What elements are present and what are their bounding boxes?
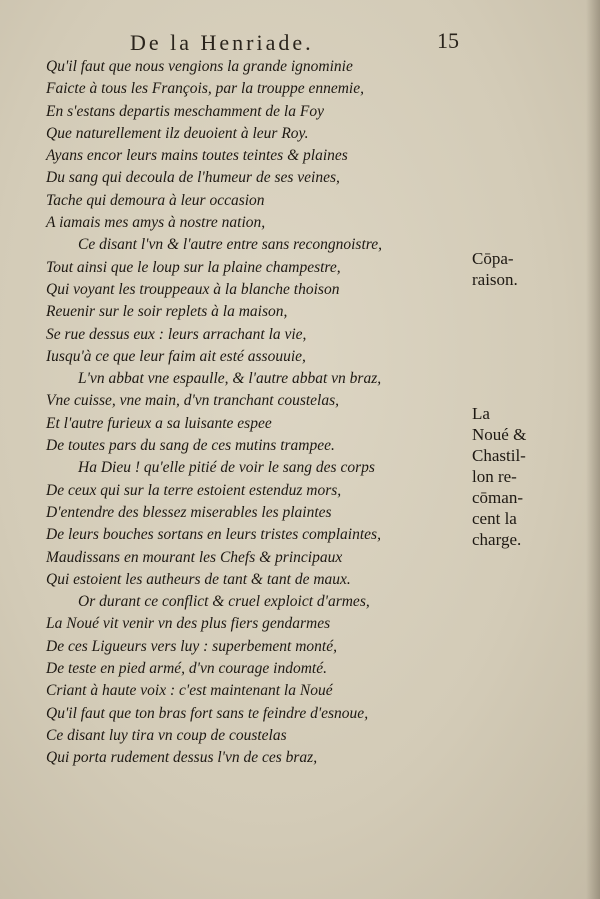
verse-line: Qui porta rudement dessus l'vn de ces braz, xyxy=(46,749,318,767)
verse-line: Tout ainsi que le loup sur la plaine champestre, xyxy=(46,258,341,276)
verse-line: Maudissans en mourant les Chefs & principaux xyxy=(46,548,343,566)
bleed-through-text xyxy=(470,62,590,134)
running-head: De la Henriade. xyxy=(130,30,314,55)
verse-line: Qui voyant les trouppeaux à la blanche thoison xyxy=(46,280,340,298)
verse-line: Qui estoient les autheurs de tant & tant de maux. xyxy=(46,570,351,588)
verse-line: Ce disant l'vn & l'autre entre sans recongnoistre, xyxy=(78,236,382,254)
verse-line: En s'estans departis meschamment de la Foy xyxy=(46,102,324,120)
verse-line: Se rue dessus eux : leurs arrachant la vie, xyxy=(46,325,307,343)
verse-line: A iamais mes amys à nostre nation, xyxy=(46,214,266,232)
margin-note-line: raison. xyxy=(472,270,518,289)
verse-line: Reuenir sur le soir replets à la maison, xyxy=(46,303,288,321)
verse-line: Qu'il faut que ton bras fort sans te feindre d'esnoue, xyxy=(46,704,369,722)
verse-line: De ceux qui sur la terre estoient estenduz mors, xyxy=(46,481,342,499)
verse-line: Qu'il faut que nous vengions la grande ignominie xyxy=(46,58,353,75)
page-edge-shadow xyxy=(586,0,600,899)
page-header xyxy=(0,28,600,56)
verse-line: La Noué vit venir vn des plus fiers gendarmes xyxy=(46,615,331,633)
verse-line: Vne cuisse, vne main, d'vn tranchant coustelas, xyxy=(46,392,340,410)
page-number: 15 xyxy=(437,28,459,53)
verse-line: Iusqu'à ce que leur faim ait esté assouuie, xyxy=(46,347,306,365)
verse-line: Criant à haute voix : c'est maintenant la Noué xyxy=(46,682,333,700)
verse-line: De ces Ligueurs vers luy : superbement monté, xyxy=(46,637,337,655)
verse-line: Ayans encor leurs mains toutes teintes & plaines xyxy=(46,147,348,165)
margin-note-line: Chastil- xyxy=(472,446,526,465)
verse-line: Que naturellement ilz deuoient à leur Roy. xyxy=(46,124,309,142)
margin-note-line: Cōpa- xyxy=(472,249,514,268)
margin-note-line: lon re- xyxy=(472,467,517,486)
verse-line: Et l'autre furieux a sa luisante espee xyxy=(46,414,272,432)
verse-body xyxy=(46,56,466,770)
verse-line: De teste en pied armé, d'vn courage indomté. xyxy=(46,660,327,678)
margin-note-line: cent la xyxy=(472,509,517,528)
verse-line: L'vn abbat vne espaulle, & l'autre abbat vn braz, xyxy=(78,370,382,388)
verse-line: Ce disant luy tira vn coup de coustelas xyxy=(46,726,287,744)
margin-note-la-noue xyxy=(472,403,582,550)
margin-note-comparaison xyxy=(472,248,582,290)
verse-line: Or durant ce conflict & cruel exploict d'armes, xyxy=(78,593,370,611)
margin-note-line: charge. xyxy=(472,530,522,549)
verse-line: Faicte à tous les François, par la trouppe ennemie, xyxy=(46,80,364,98)
verse-line: Ha Dieu ! qu'elle pitié de voir le sang des corps xyxy=(78,459,375,477)
verse-line: De toutes pars du sang de ces mutins trampee. xyxy=(46,437,335,455)
margin-note-line: cōman- xyxy=(472,488,523,507)
verse-line: De leurs bouches sortans en leurs tristes complaintes, xyxy=(46,526,381,544)
verse-line: Du sang qui decoula de l'humeur de ses veines, xyxy=(46,169,340,187)
verse-line: Tache qui demoura à leur occasion xyxy=(46,191,265,209)
margin-note-line: La xyxy=(472,404,490,423)
verse-line: D'entendre des blessez miserables les plaintes xyxy=(46,503,332,521)
margin-note-line: Noué & xyxy=(472,425,527,444)
